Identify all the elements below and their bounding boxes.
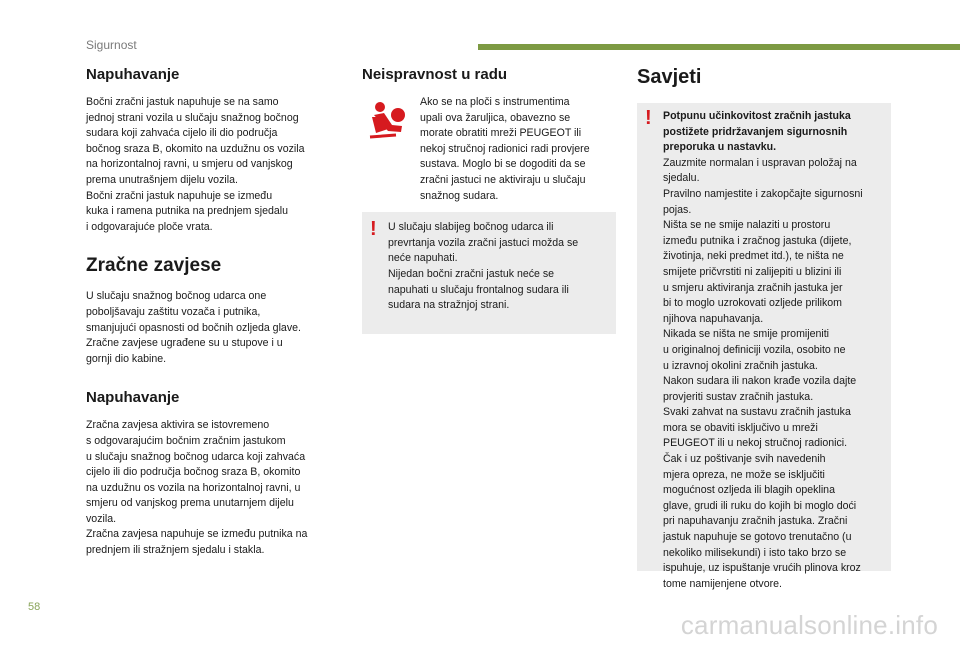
column-left: [86, 66, 342, 559]
column-right: [637, 66, 891, 590]
advice-box: [637, 103, 891, 590]
exclamation-icon: !: [370, 218, 377, 241]
section-label: Sigurnost: [86, 38, 137, 52]
advice-text: Zauzmite normalan i uspravan položaj na sjedalu. Pravilno namjestite i zakopčajte sigurnosni pojas. Ništa se ne smije nalaziti u prostoru između putnika i zračnog jastuka (dijete, životinja, neki predmet itd.), te ništa ne smijete pričvrstiti ni zalijepiti u blizini ili u smjeru aktiviranja zračnih jastuka jer bi to moglo uzrokovati ozljede prilikom njihova napuhavanja. Nikada se ništa ne smije promijeniti u originalnoj definiciji vozila, osobito ne u izravnoj okolini zračnih jastuka. Nakon sudara ili nakon krađe vozila dajte provjeriti sustav zračnih jastuka. Svaki zahvat na sustavu zračnih jastuka mora se obaviti isključivo u mreži PEUGEOT ili u nekoj stručnoj radionici. Čak i uz poštivanje svih navedenih mjera opreza, ne može se isključiti mogućnost ozljeda ili blagih opeklina glave, grudi ili ruku do kojih bi moglo doći pri napuhavanju zračnih jastuka. Zračni jastuk napuhuje se gotovo trenutačno (u nekoliko milisekundi) i isto tako brzo se ispuhuje, uz ispuštanje vrućih plinova kroz tome namijenjene otvore.: [663, 156, 863, 590]
exclamation-icon: !: [645, 107, 652, 129]
heading-malfunction: Neispravnost u radu: [362, 66, 508, 83]
warning-text: U slučaju slabijeg bočnog udarca ili prevrtanja vozila zračni jastuci možda se neće napuhati. Nijedan bočni zračni jastuk neće se napuhati u slučaju frontalnog sudara ili sudara na stražnjoj strani.: [388, 221, 579, 312]
warning-box: [362, 212, 616, 334]
malfunction-paragraph: Ako se na ploči s instrumentima upali ova žaruljica, obavezno se morate obratiti mreži PEUGEOT ili nekoj stručnoj radionici radi provjere sustava. Moglo bi se dogoditi da se zračni jastuci ne aktiviraju u slučaju snažnog sudara.: [420, 96, 590, 202]
inflation-paragraph: Bočni zračni jastuk napuhuje se na samo jednoj strani vozila u slučaju snažnog bočnog sudara koji zahvaća cijelo ili dio područja bočnog sraza B, okomito na uzdužnu os vozila na horizontalnoj ravni, u smjeru od vanjskog prema unutrašnjem dijelu vozila. Bočni zračni jastuk napuhuje se između kuka i ramena putnika na prednjem sjedalu i odgovarajuće ploče vrata.: [86, 96, 305, 233]
heading-inflation: Napuhavanje: [86, 66, 180, 83]
malfunction-row: [362, 95, 616, 204]
header-bar: [478, 44, 960, 50]
heading-curtain-inflation: Napuhavanje: [86, 389, 180, 407]
airbag-warning-icon: [368, 99, 408, 139]
heading-curtain-airbags: Zračne zavjese: [86, 255, 222, 277]
watermark: carmanualsonline.info: [680, 610, 938, 640]
page-number: 58: [28, 601, 41, 613]
heading-advice: Savjeti: [637, 66, 702, 88]
curtain-airbags-paragraph: U slučaju snažnog bočnog udarca one poboljšavaju zaštitu vozača i putnika, smanjujući opasnosti od bočnih ozljeda glave. Zračne zavjese ugrađene su u stupove i u gornji dio kabine.: [86, 290, 301, 365]
advice-bold-intro: Potpunu učinkovitost zračnih jastuka postižete pridržavanjem sigurnosnih preporuka u nastavku.: [663, 110, 851, 154]
column-middle: [362, 66, 616, 334]
curtain-inflation-paragraph: Zračna zavjesa aktivira se istovremeno s odgovarajućim bočnim zračnim jastukom u slučaju snažnog bočnog udarca koji zahvaća cijelo ili dio područja bočnog sraza B, okomito na uzdužnu os vozila na horizontalnoj ravni, u smjeru od vanjskog prema unutarnjem dijelu vozila. Zračna zavjesa napuhuje se između putnika na prednjem ili stražnjem sjedalu i stakla.: [86, 419, 308, 557]
